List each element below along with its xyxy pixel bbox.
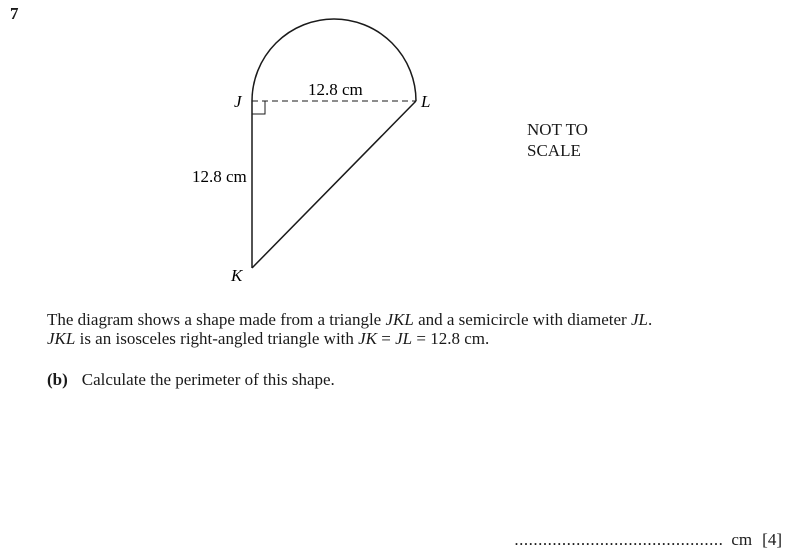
not-to-scale-note: [527, 119, 588, 161]
label-j: J: [234, 92, 242, 111]
part-b: [47, 370, 335, 390]
part-b-label: (b): [47, 370, 68, 389]
stem-text: The diagram shows a shape made from a triangle: [47, 310, 386, 329]
stem-text: = 12.8 cm.: [412, 329, 490, 348]
answer-line: [514, 530, 782, 550]
stem-text: is an isosceles right-angled triangle with: [75, 329, 359, 348]
stem-text: .: [647, 310, 653, 329]
question-number: 7: [10, 4, 19, 23]
question-stem-line1: [47, 310, 652, 330]
right-angle-marker: [252, 101, 265, 114]
answer-dots[interactable]: ............................................: [514, 530, 724, 549]
stem-italic-jkl: JKL: [385, 310, 414, 329]
not-to-scale-line1: NOT TO: [527, 120, 588, 139]
stem-text: and a semicircle with diameter: [413, 310, 631, 329]
answer-unit: cm: [731, 530, 753, 549]
part-b-text: Calculate the perimeter of this shape.: [81, 370, 335, 389]
length-jl-label: 12.8 cm: [308, 80, 363, 99]
question-stem-line2: [47, 329, 489, 349]
stem-italic-jk: JK: [358, 329, 378, 348]
label-l: L: [421, 92, 431, 111]
stem-italic-jl: JL: [395, 329, 413, 348]
not-to-scale-line2: SCALE: [527, 141, 581, 160]
length-jk-label: 12.8 cm: [192, 167, 247, 186]
label-k: K: [231, 266, 243, 285]
marks-allocation: [4]: [762, 530, 782, 549]
side-kl: [252, 101, 416, 268]
stem-text: =: [377, 329, 396, 348]
stem-italic-jkl: JKL: [47, 329, 76, 348]
stem-italic-jl: JL: [630, 310, 648, 329]
